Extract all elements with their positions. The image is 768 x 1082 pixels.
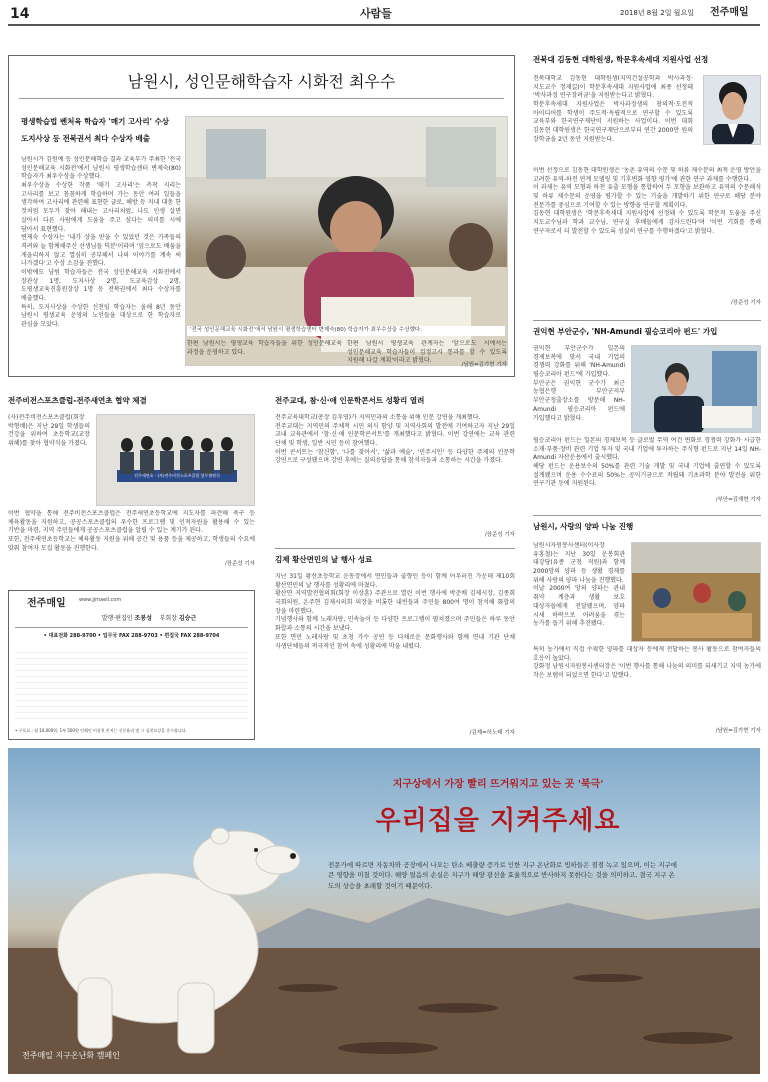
divider	[533, 320, 761, 321]
jeonbuk-univ-para-2: 학문후속세대 지원사업은 박사과정생의 창의적·도전적 아이디어를 학생이 주도적·독립적으로 연구할 수 있도록 교육부와 한국연구재단이 지원하는 사업이다. 이번 대회 김동현 대학원생은 한국연구재단으로부터 연간 2000만 원의 장학금을 2년 동안 지원받는다.	[533, 101, 693, 143]
masthead-box	[8, 590, 255, 740]
onion-para-3: 특히 농가에서 직접 수확한 양파를 대상자 등에게 전달하는 봉사 활동으로 참여자들의 호응이 높았다.	[533, 646, 761, 662]
onion-photo	[631, 542, 761, 642]
buan-para-4: 해당 펀드는 운용보수의 50%를 관련 기술 개발 및 국내 기업에 출연할 수 있도록 설계됐으며 운용 수수료의 50%는 공익기금으로 적립돼 기초과학 분야 발전을 위한 연구기관 등에 지원된다.	[533, 463, 761, 488]
vision-club-photo-illustration	[97, 415, 255, 506]
jeonbuk-univ-para-1: 전북대학교 김동현 대학원생(지역건설공학과 박사과정·지도교수 정재길)이 학문후속세대 지원사업에 최종 선정돼 '박사과정 연구장려금'을 지원받는다고 밝혔다.	[533, 75, 693, 100]
gimje-para-4: 또한 면민 노래자랑 및 초청 가수 공연 등 다채로운 문화행사와 함께 면내 기관 단체 자생단체들의 적극적인 참여 속에 성황리에 막을 내렸다.	[275, 633, 515, 650]
lead-para-1: 남원시가 김원예 등 성인문해학습 결과 교육부가 주최한 '전국 성인문해교육 시화전'에서 남원시 평생학습센터 변제숙(80) 학습자가 최우수상을 수상했다.	[21, 156, 181, 181]
article-jeonbuk-univ	[533, 55, 761, 310]
article-jeonbuk-univ-body-top	[533, 75, 693, 165]
article-jeonju-edu-body	[275, 414, 515, 532]
lead-subtitle-2: 도지사상 등 전북권서 최다 수상자 배출	[21, 134, 150, 143]
gimje-para-3: 기념행사와 함께 노래자랑, 민속놀이 등 다양한 프로그램이 펼쳐졌으며 주민들은 하루 동안 화합과 소통의 시간을 보냈다.	[275, 616, 515, 633]
masthead-rule	[15, 627, 248, 628]
vision-club-byline: /장준성 기자	[224, 561, 255, 567]
vision-club-para-1: (사)전주비전스포츠클럽(회장 박형배)은 지난 29일 학생들의 건강을 위하여 초등학교(교장 위혜)를 찾아 협약식을 가졌다.	[8, 414, 90, 448]
jeonju-edu-para-2: 전주교대는 지역민의 주체적 시민 의식 함양 및 지역사회의 발전에 기여하고자 지난 29일 교내 교육관에서 '참·신·애 인문학콘서트'를 개최했다고 밝혔다. 이번 강연에는 교육 관련 단체 및 학생, 일반 시민 등이 참여했다.	[275, 422, 515, 448]
jeonju-edu-para-3: 이번 콘서트는 '참신함', '나를 찾아서', '삶과 예술', '민주시민' 등 다양한 주제의 인문학 강연으로 구성됐으며 강연 후에는 질의응답을 통해 참석자들과 소통하는 시간을 가졌다.	[275, 448, 515, 465]
divider	[533, 515, 761, 516]
ad-tagline: 지구상에서 가장 빨리 뜨거워지고 있는 곳 '북극'	[392, 779, 604, 790]
jeonbuk-univ-para-5: 김동현 대학원생은 '학문후속세대 지원사업에 선정돼 수 있도록 학문적 도움을 주신 지도교수님과 학과 교수님, 연구실 후배들에게 감사드린다'며 '이번 기회를 통해 연구자로서 더 발전할 수 있도록 성실히 연구를 수행하겠다'고 밝혔다.	[533, 210, 761, 235]
issue-date: 2018년 8월 2일 월요일	[620, 9, 694, 17]
climate-ad	[8, 748, 760, 1074]
article-buan-body-top	[533, 345, 625, 435]
masthead-footer: • 구독료 : 월 10,000원, 1부 500원 인쇄인 이상천 본지는 신문윤리 및 그 실천요강을 준수합니다.	[15, 728, 187, 733]
page-header	[10, 4, 760, 24]
buan-para-1: 권익현 부안군수가 일본의 경제보복에 맞서 국내 기업의 경쟁력 강화를 위해 'NH-Amundi 필승코리아 펀드'에 가입했다.	[533, 345, 625, 379]
article-gimje	[275, 555, 515, 740]
ad-body: 전문가에 따르면 자동차와 공장에서 나오는 탄소 배출량 증가로 인한 지구 온난화로 빙하들은 점점 녹고 있으며, 이는 지구에 큰 영향을 미칠 것이다. 해양 얼음의 손실은 지구가 해양 광선을 효율적으로 반사하지 못한다는 것을 의미하고, 결국 지구 온도의 상승을 초래할 것이기 때문이다.	[328, 861, 678, 890]
jeonju-edu-para-1: 전주교육대학교(총장 김우영)가 지역민과의 소통을 위해 인문 강연을 개최했다.	[275, 414, 481, 421]
lead-article	[8, 55, 515, 377]
jeonbuk-univ-byline: /장준성 기자	[730, 300, 761, 306]
lead-photo-caption: '전국 성인문해교육 시화전'에서 남원시 평생학습센터 변제숙(80) 학습자가 최우수상을 수상했다.	[187, 326, 505, 336]
lead-para-3: 변제숙 수상자는 '내가 상을 받을 수 있었던 것은 가족들의 격려와 늘 함께해주신 선생님들 덕분'이라며 '앞으로도 배움을 게을리하지 않고 열심히 공부해서 나의 이야기를 계속 써 나가겠다'고 수상 소감을 전했다.	[21, 234, 181, 268]
publisher-label: 발행·편집인	[101, 615, 133, 622]
brand-name: 전주매일	[710, 7, 749, 18]
section-title: 사람들	[360, 7, 392, 20]
lead-para-4: 이밖에도 남원 학습자들은 전국 성인문해교육 시화전에서 장관상 1명, 도지사상 2명, 도교육감상 2명, 도평생교육진흥원장상 1명 등 전북권에서 최다 수상자를 배출했다.	[21, 268, 181, 302]
article-onion-body-top	[533, 542, 625, 642]
divider	[275, 548, 515, 549]
article-onion-headline: 남원시, 사랑의 양파 나눔 진행	[533, 522, 634, 531]
gimje-para-1: 지난 31일 황산초등학교 운동장에서 면민들과 출향인 등이 함께 어우러진 가운데 제10회 황산면민의 날 행사를 성황리에 마쳤다.	[275, 573, 515, 589]
buan-photo-illustration	[632, 346, 761, 433]
onion-para-2: 이날 2000여 망의 양파는 관내 취약 계층과 생활 보호 대상자들에게 전달됐으며, 양파 시세 하락으로 어려움을 겪는 농가를 돕기 위해 추진됐다.	[533, 585, 625, 628]
article-jeonju-edu	[275, 396, 515, 541]
editor-label: 부회장	[159, 615, 177, 622]
article-jeonju-edu-headline: 전주교대, 참·신·애 인문학콘서트 성황리 열려	[275, 396, 425, 405]
article-vision-club-headline: 전주비전스포츠클럽-전주새연초 협약 체결	[8, 396, 147, 405]
lead-subtitle-1: 평생학습법 벤처육 학습자 '매기 고사리' 수상	[21, 117, 170, 126]
buan-para-2: 부안군은 권익현 군수가 최근 농협은행 부안군지부 부안군청출장소를 방문해 NH-Amundi 필승코리아 펀드에 가입했다고 밝혔다.	[533, 379, 625, 422]
masthead-address: www.jjmaeil.com	[79, 597, 122, 603]
portrait-illustration	[704, 76, 761, 145]
onion-para-4: 강화정 남원시자원봉사센터장은 '이번 행사를 통해 나눔의 의미를 되새기고 지역 농가에 작은 보탬이 되었으면 한다'고 말했다.	[533, 663, 761, 680]
buan-byline: /부안=김재현 기자	[715, 497, 761, 503]
editor-name: 김승근	[178, 615, 197, 622]
vision-club-para-3: 또한, 전주새연초등학교는 체육활동 지원을 위해 공간 및 용품 등을 제공하고, 학생들의 수요에 맞춰 참여자 모집 활동을 진행한다.	[8, 536, 255, 552]
onion-para-1: 남원시자원봉사센터(이사장 유홍철)는 지난 30일 운봉회관 대강당(유종 군청 직원)과 함께 2000망의 양파 등 생활 경제를 위해 사랑의 양파 나눔을 진행했다.	[533, 542, 625, 584]
masthead-logo: 전주매일	[27, 598, 66, 609]
onion-byline: /남원=김가현 기자	[715, 728, 761, 734]
gimje-byline: /김제=허노태 기자	[469, 730, 515, 736]
lead-para-5: 특히, 도지사상을 수상한 신천임 학습자는 올해 8년 동안 남원시 평생교육 운영의 노인들을 대상으로 한 학습자로 관심을 모았다.	[21, 303, 181, 329]
lead-body	[21, 156, 181, 346]
article-gimje-body	[275, 573, 515, 728]
buan-photo	[631, 345, 761, 433]
article-buan	[533, 327, 761, 507]
page-number: 14	[10, 6, 30, 22]
vision-club-para-2: 이번 협약을 통해 전주비전스포츠클럽은 전주새연초등학교에 지도자를 파견해 축구 등 체육활동을 지원하고, 공공스포츠클럽의 우수한 프로그램 및 인적자원을 활용해 수 있는 기반을 마련, 지역 주민들에게 공공스포츠클럽을 알릴 수 있는 계기가 된다.	[8, 510, 255, 535]
lead-tail-2: 한편 남원시 평생교육 관계자는 '앞으로도 시에서는 성인문해교육 학습자들이 검정고시 통과를 할 수 있도록 지원해 나갈 계획'이라고 밝혔다.	[347, 340, 507, 364]
article-jeonbuk-univ-body-bottom	[533, 167, 761, 287]
portrait-photo	[703, 75, 761, 145]
article-onion-body-bottom	[533, 646, 761, 726]
lead-byline: /남원=김가현 기자	[461, 362, 507, 368]
jeonbuk-univ-para-3: 이번 선정으로 김동현 대학원생은 '농촌 유역의 수문 및 하류 제수문의 최적 운영 방안을 고려한 유역-하천 연계 모델링 및 기후변화 영향 평가'에 관한 연구 과제를 수행한다.	[533, 167, 761, 183]
ad-background-illustration	[8, 748, 760, 1074]
article-vision-club-body-top	[8, 414, 90, 509]
masthead-phones: • 대표전화 288-9700 • 업무국 FAX 288-9703 • 편집국 FAX 288-9704	[43, 633, 220, 639]
article-gimje-headline: 김제 황산면민의 날 행사 성료	[275, 555, 373, 564]
lead-title-rule	[19, 98, 504, 99]
onion-photo-illustration	[632, 543, 761, 642]
vision-club-photo	[96, 414, 255, 506]
ad-credit: 전주매일 지구온난화 캠페인	[22, 1051, 120, 1060]
article-onion	[533, 522, 761, 740]
lead-tail-1: 한편 남원시는 평생교육 학습자들을 위한 성인문해교육 과정을 운영하고 있다.	[187, 340, 342, 356]
article-jeonbuk-univ-headline: 전북대 김동현 대학원생, 학문후속세대 지원사업 선정	[533, 55, 709, 64]
jeonbuk-univ-para-4: 이 과제는 유역 모형과 하천 유출 모형을 통합하여 두 모형을 보완하고 유역의 수문해석 및 하류 제수문의 운영을 평가할 수 있는 기술을 개발하기 위한 연구로 해당 분야 전문가를 중심으로 기여할 수 있는 방향을 연구할 계획이다.	[533, 184, 761, 209]
publisher-name: 조봉성	[134, 615, 152, 622]
masthead-directory	[15, 647, 248, 721]
masthead-publisher-line	[59, 615, 239, 624]
jeonju-edu-byline: /장준성 기자	[484, 532, 515, 538]
gimje-para-2: 황산면 지역발전협의회(회장 이상훈) 주관으로 열린 이번 행사에 박준배 김제시장, 김종회 국회의원, 온주현 김제시의회 의장을 비롯한 내빈들과 주민들 800여 명이 참석해 화합의 장을 마련했다.	[275, 590, 515, 615]
article-vision-club-body-bottom	[8, 510, 255, 560]
vision-club-banner: 전주새연초 - (사)전주비전스포츠클럽 업무협약식	[134, 473, 220, 478]
lead-para-2: 최우수상을 수상한 작품 '매기 고사리'는 측착 지리는 고사리를 보고 꼼꼼하게 학습하며 가는 동안 여러 일들을 생각하여 고사리에 관련해 표현한 글로, 해방 등 지내 대충 한 것처럼 모두가 찾아 해내는 고사리처럼, 나도 인생 살면 살아서 다른 사람에게 도움을 주고 싶다는 의미를 시에 담아서 표현했다.	[21, 182, 181, 233]
buan-para-3: 필승코리아 펀드는 일본의 경제보복 등 글로벌 무역 여건 변화로 경쟁력 강화가 시급한 소재·부품·장비 관련 기업 투자 및 국내 기업에 투자하는 주식형 펀드로 지난 14일 NH-Amundi 자산운용에서 출시했다.	[533, 437, 761, 462]
article-buan-body-bottom	[533, 437, 761, 497]
header-rule	[8, 24, 760, 26]
lead-title: 남원시, 성인문해학습자 시화전 최우수	[127, 72, 396, 91]
ad-headline: 우리집을 지켜주세요	[375, 806, 621, 836]
article-buan-headline: 권익현 부안군수, 'NH-Amundi 필승코리아 펀드' 가입	[533, 327, 718, 336]
article-vision-club	[8, 396, 255, 571]
